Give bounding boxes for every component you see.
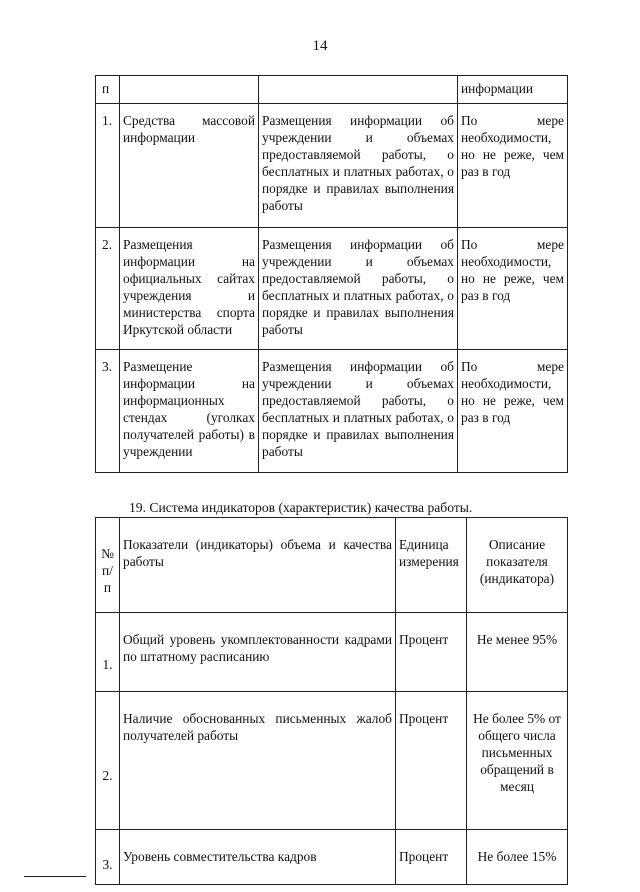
row-number: 1.: [96, 104, 120, 228]
table-row: [96, 692, 568, 830]
table-header-row: [96, 518, 568, 613]
content-cell: Размещения информации об учреждении и объемах предоставляемой работы, о бесплатных и платных работах, о порядке и правилах выполнения работы: [259, 350, 458, 473]
table-row: [96, 613, 568, 692]
frequency-cell: По мере необходимости, но не реже, чем раз в год: [458, 228, 568, 350]
unit-cell: Процент: [396, 830, 467, 885]
unit-cell: Процент: [396, 692, 467, 830]
header-description-cell: Описание показателя (индикатора): [467, 518, 568, 613]
quality-indicators-table: [95, 517, 568, 885]
indicator-cell: Уровень совместительства кадров: [120, 830, 396, 885]
table-row: [96, 228, 568, 350]
table-row: [96, 350, 568, 473]
channel-cell: Размещения информации на официальных сайтах учреждения и министерства спорта Иркутской области: [120, 228, 259, 350]
frequency-cell: По мере необходимости, но не реже, чем раз в год: [458, 104, 568, 228]
content-cell: Размещения информации об учреждении и объемах предоставляемой работы, о бесплатных и платных работах, о порядке и правилах выполнения работы: [259, 228, 458, 350]
row-number: 2.: [96, 692, 120, 830]
header-frequency-cell: информации: [458, 76, 568, 104]
header-unit-cell: Единица измерения: [396, 518, 467, 613]
description-cell: Не менее 95%: [467, 613, 568, 692]
information-table: [95, 75, 568, 473]
description-cell: Не более 15%: [467, 830, 568, 885]
row-number: 3.: [96, 830, 120, 885]
section-title: 19. Система индикаторов (характеристик) качества работы.: [129, 500, 473, 515]
footnote-divider: [24, 876, 86, 877]
table-row: [96, 104, 568, 228]
header-cell: [120, 76, 259, 104]
frequency-cell: По мере необходимости, но не реже, чем раз в год: [458, 350, 568, 473]
page-number: 14: [312, 38, 328, 54]
header-indicator-cell: Показатели (индикаторы) объема и качества работы: [120, 518, 396, 613]
table-row: [96, 830, 568, 885]
header-cell: [259, 76, 458, 104]
row-number: 3.: [96, 350, 120, 473]
row-number: 2.: [96, 228, 120, 350]
description-cell: Не более 5% от общего числа письменных обращений в месяц: [467, 692, 568, 830]
content-cell: Размещения информации об учреждении и объемах предоставляемой работы, о бесплатных и платных работах, о порядке и правилах выполнения работы: [259, 104, 458, 228]
channel-cell: Средства массовой информации: [120, 104, 259, 228]
channel-cell: Размещение информации на информационных стендах (уголках получателей работы) в учреждении: [120, 350, 259, 473]
table-header-row: [96, 76, 568, 104]
header-num-cell: № п/п: [96, 518, 120, 613]
indicator-cell: Общий уровень укомплектованности кадрами по штатному расписанию: [120, 613, 396, 692]
indicator-cell: Наличие обоснованных письменных жалоб получателей работы: [120, 692, 396, 830]
unit-cell: Процент: [396, 613, 467, 692]
header-num-cell: п: [96, 76, 120, 104]
row-number: 1.: [96, 613, 120, 692]
